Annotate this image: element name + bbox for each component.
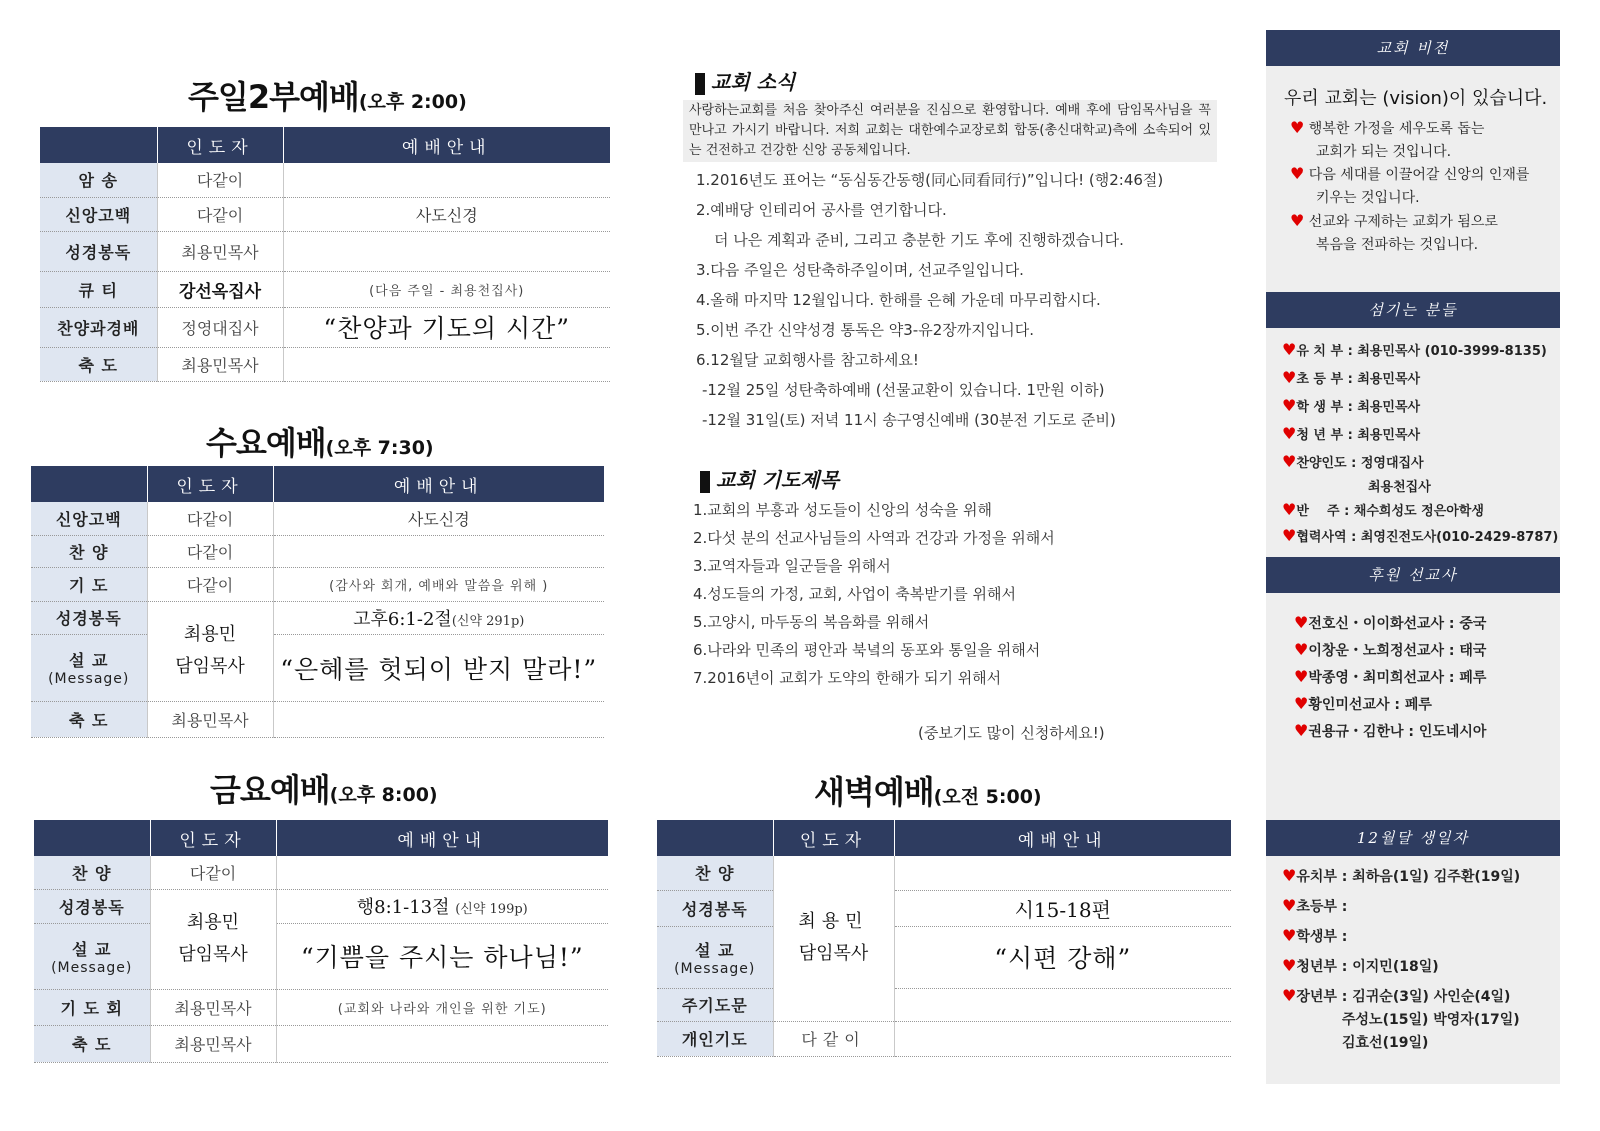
sunday-title	[188, 72, 467, 118]
table-row	[34, 923, 608, 989]
list-item	[1282, 896, 1520, 926]
table-row	[40, 163, 610, 197]
row-leader: 강선옥집사	[157, 271, 283, 307]
list-item	[1282, 500, 1558, 526]
scripture-page: (신약 199p)	[455, 902, 528, 917]
birthdays-list	[1282, 866, 1520, 1055]
dawn-title-text: 새벽예배	[814, 773, 934, 811]
list-item: 4.성도들의 가정, 교회, 사업이 축복받기를 위해서	[693, 585, 1016, 603]
list-item	[1294, 640, 1486, 667]
table-header-row	[657, 820, 1231, 856]
list-item: 2.다섯 분의 선교사님들의 사역과 건강과 가정을 위해서	[693, 529, 1055, 547]
pastor-cell	[150, 889, 276, 989]
heading-bar-icon	[695, 73, 705, 95]
row-label	[31, 634, 147, 701]
header-blank	[657, 820, 773, 856]
table-row	[31, 634, 604, 701]
wednesday-service-table	[31, 466, 604, 738]
servants-header: 섬기는 분들	[1266, 292, 1560, 328]
pastor-name: 최용민	[798, 911, 869, 933]
row-leader: 최용민목사	[150, 989, 276, 1025]
label-text: 설 교	[72, 939, 112, 959]
missionary-text: 이창운・노희정선교사 : 태국	[1308, 643, 1487, 659]
pastor-title: 담임목사	[175, 656, 245, 677]
header-blank	[31, 466, 147, 502]
list-item	[1282, 956, 1520, 986]
heart-icon: ♥	[1294, 721, 1309, 740]
prayer-closing: (중보기도 많이 신청하세요!)	[918, 724, 1105, 742]
heart-icon: ♥	[1294, 694, 1309, 713]
heart-icon: ♥	[1294, 640, 1309, 659]
pastor-title: 담임목사	[178, 944, 248, 965]
vision-item	[1290, 116, 1484, 164]
wednesday-time: (오후 7:30)	[325, 437, 434, 459]
scripture-ref: 시15-18편	[894, 890, 1231, 926]
wednesday-title-text: 수요예배	[206, 424, 326, 462]
header-leader: 인도자	[150, 820, 276, 856]
birthday-text: 초등부 :	[1296, 899, 1348, 915]
table-row	[40, 307, 610, 347]
table-row	[31, 502, 604, 535]
row-leader: 다같이	[150, 856, 276, 889]
sermon-title: “시편 강해”	[894, 926, 1231, 988]
row-label: 성경봉독	[31, 601, 147, 634]
row-leader: 최용민목사	[157, 231, 283, 271]
list-item	[1294, 613, 1486, 640]
row-guide	[276, 856, 608, 889]
list-item	[1294, 667, 1486, 694]
pastor-name: 최용민	[186, 912, 240, 933]
heart-icon: ♥	[1282, 926, 1297, 945]
row-label: 기 도 회	[34, 989, 150, 1025]
header-guide: 예배안내	[276, 820, 608, 856]
row-leader: 최용민목사	[150, 1025, 276, 1062]
header-blank	[34, 820, 150, 856]
row-label: 신앙고백	[40, 197, 157, 231]
heart-icon: ♥	[1282, 396, 1297, 415]
list-item: 5.고양시, 마두동의 복음화를 위해서	[693, 613, 930, 631]
friday-service-table	[34, 820, 608, 1063]
row-label: 찬양과경배	[40, 307, 157, 347]
heart-icon: ♥	[1294, 667, 1309, 686]
table-row	[34, 889, 608, 923]
table-row	[657, 890, 1231, 926]
table-row	[657, 988, 1231, 1021]
birthday-text: 학생부 :	[1296, 929, 1348, 945]
row-label: 성경봉독	[34, 889, 150, 923]
row-label: 찬 양	[657, 856, 773, 890]
dawn-time: (오전 5:00)	[933, 786, 1042, 808]
missionary-text: 권용규・김한나 : 인도네시아	[1308, 724, 1487, 740]
list-item: 6.12월달 교회행사를 참고하세요!	[696, 351, 919, 369]
news-list	[696, 165, 1163, 435]
row-leader: 다같이	[157, 197, 283, 231]
label-sub: (Message)	[51, 959, 133, 976]
row-guide: 사도신경	[273, 502, 604, 535]
label-text: 설 교	[69, 651, 109, 670]
table-row	[31, 601, 604, 634]
vision-line: 선교와 구제하는 교회가 됨으로	[1308, 214, 1498, 230]
row-guide: 사도신경	[283, 197, 610, 231]
table-row	[31, 701, 604, 737]
list-item: 더 나은 계획과 준비, 그리고 충분한 기도 후에 진행하겠습니다.	[714, 231, 1124, 249]
list-item: -12월 25일 성탄축하예배 (선물교환이 있습니다. 1만원 이하)	[702, 381, 1105, 399]
row-guide	[283, 231, 610, 271]
heart-icon: ♥	[1282, 956, 1297, 975]
row-guide	[894, 856, 1231, 890]
sermon-title: “기쁨을 주시는 하나님!”	[276, 923, 608, 989]
heart-icon: ♥	[1290, 164, 1305, 183]
row-label: 축 도	[40, 347, 157, 381]
birthdays-header: 12월달 생일자	[1266, 820, 1560, 856]
row-guide	[283, 163, 610, 197]
vision-line: 교회가 되는 것입니다.	[1316, 144, 1452, 160]
row-label: 신앙고백	[31, 502, 147, 535]
row-guide	[894, 988, 1231, 1021]
sermon-title: “은혜를 헛되이 받지 말라!”	[273, 634, 604, 701]
list-item: 7.2016년이 교회가 도약의 한해가 되기 위해서	[693, 669, 1002, 687]
row-label	[34, 923, 150, 989]
list-item: 최용천집사	[1368, 480, 1431, 495]
table-row	[34, 989, 608, 1025]
list-item	[1282, 424, 1558, 452]
vision-item	[1290, 209, 1498, 257]
table-row	[657, 856, 1231, 890]
list-item	[1282, 452, 1558, 476]
scripture-page: (신약 291p)	[451, 613, 525, 629]
list-item	[1282, 926, 1520, 956]
servant-text: 반 주 : 채수희성도 정은아학생	[1296, 504, 1484, 519]
row-guide	[273, 701, 604, 737]
missionary-text: 전호신・이이화선교사 : 중국	[1308, 616, 1487, 632]
sunday-title-text: 주일2부예배	[188, 78, 359, 116]
row-leader: 최용민목사	[147, 701, 273, 737]
news-heading-text: 교회 소식	[711, 70, 796, 94]
row-label: 암 송	[40, 163, 157, 197]
row-label: 찬 양	[31, 535, 147, 567]
list-item	[1282, 340, 1558, 368]
birthday-text: 청년부 : 이지민(18일)	[1296, 959, 1439, 975]
row-guide: (교회와 나라와 개인을 위한 기도)	[276, 989, 608, 1025]
row-label: 큐 티	[40, 271, 157, 307]
row-leader: 다같이	[147, 502, 273, 535]
heart-icon: ♥	[1282, 500, 1297, 519]
row-label	[657, 926, 773, 988]
row-guide	[283, 347, 610, 381]
label-sub: (Message)	[48, 671, 130, 687]
missionary-text: 황인미선교사 : 페루	[1308, 697, 1432, 713]
pastor-cell	[773, 856, 894, 1021]
table-header-row	[34, 820, 608, 856]
list-item	[1282, 526, 1558, 552]
row-guide	[276, 889, 608, 923]
servant-text: 협력사역 : 최영진전도사(010-2429-8787)	[1296, 530, 1559, 545]
vision-headline: 우리 교회는 (vision)이 있습니다.	[1284, 88, 1548, 109]
vision-line: 복음을 전파하는 것입니다.	[1316, 237, 1479, 253]
sunday-time: (오후 2:00)	[358, 91, 467, 113]
header-guide: 예배안내	[283, 127, 610, 163]
list-item: 3.다음 주일은 성탄축하주일이며, 선교주일입니다.	[696, 261, 1024, 279]
row-guide	[273, 601, 604, 634]
row-leader: 다같이	[157, 163, 283, 197]
heart-icon: ♥	[1282, 986, 1297, 1005]
row-label: 성경봉독	[40, 231, 157, 271]
vision-item	[1290, 162, 1529, 210]
wednesday-title	[206, 418, 434, 464]
birthday-text: 유치부 : 최하음(1일) 김주환(19일)	[1296, 869, 1521, 885]
row-label: 성경봉독	[657, 890, 773, 926]
vision-header: 교회 비전	[1266, 30, 1560, 66]
row-guide	[273, 535, 604, 567]
friday-title	[210, 765, 438, 811]
scripture-ref: 행8:1-13절	[356, 897, 450, 918]
heart-icon: ♥	[1282, 368, 1297, 387]
pastor-title: 담임목사	[798, 943, 869, 965]
list-item: 김효선(19일)	[1342, 1035, 1429, 1051]
row-label: 주기도문	[657, 988, 773, 1021]
heart-icon: ♥	[1290, 211, 1305, 230]
dawn-title	[814, 767, 1042, 813]
row-leader: 최용민목사	[157, 347, 283, 381]
list-item: 6.나라와 민족의 평안과 북녘의 동포와 통일을 위해서	[693, 641, 1041, 659]
pastor-cell	[147, 601, 273, 701]
dawn-service-table	[657, 820, 1231, 1057]
scripture-ref: 고후6:1-2절	[353, 608, 452, 630]
row-guide	[894, 1021, 1231, 1056]
missionaries-list	[1294, 613, 1486, 748]
table-row	[657, 1021, 1231, 1056]
missionary-text: 박종영・최미희선교사 : 페루	[1308, 670, 1487, 686]
news-heading	[695, 66, 795, 95]
row-guide	[276, 1025, 608, 1062]
row-leader: 다같이	[773, 1021, 894, 1056]
heart-icon: ♥	[1282, 866, 1297, 885]
header-guide: 예배안내	[273, 466, 604, 502]
table-header-row	[31, 466, 604, 502]
birthday-text: 장년부 : 김귀순(3일) 사인순(4일)	[1296, 989, 1511, 1005]
header-leader: 인도자	[147, 466, 273, 502]
list-item: 2.예배당 인테리어 공사를 연기합니다.	[696, 201, 947, 219]
row-label: 개인기도	[657, 1021, 773, 1056]
welcome-intro: 사랑하는교회를 처음 찾아주신 여러분을 진심으로 환영합니다. 예배 후에 담임목사님을 꼭 만나고 가시기 바랍니다. 저희 교회는 대한예수교장로회 합동(총신대학교)측에 소속되어 있는 건전하고 건강한 신앙 공동체입니다.	[683, 100, 1217, 162]
row-label: 축 도	[31, 701, 147, 737]
list-item	[1294, 721, 1486, 748]
header-leader: 인도자	[157, 127, 283, 163]
servants-list	[1282, 340, 1558, 552]
table-row	[40, 231, 610, 271]
list-item	[1282, 396, 1558, 424]
table-row	[31, 567, 604, 601]
row-leader: 정영대집사	[157, 307, 283, 347]
table-header-row	[40, 127, 610, 163]
row-guide: “찬양과 기도의 시간”	[283, 307, 610, 347]
vision-line: 키우는 것입니다.	[1316, 190, 1420, 206]
row-guide: (다음 주일 - 최용천집사)	[283, 271, 610, 307]
servant-text: 청 년 부 : 최용민목사	[1296, 428, 1421, 443]
list-item: 4.올해 마지막 12월입니다. 한해를 은혜 가운데 마무리합시다.	[696, 291, 1101, 309]
label-text: 설 교	[695, 940, 735, 960]
row-guide: (감사와 회개, 예배와 말씀을 위해 )	[273, 567, 604, 601]
vision-line: 행복한 가정을 세우도록 돕는	[1308, 121, 1485, 137]
heart-icon: ♥	[1282, 896, 1297, 915]
list-item	[1282, 986, 1520, 1009]
header-blank	[40, 127, 157, 163]
table-row	[34, 1025, 608, 1062]
heart-icon: ♥	[1282, 424, 1297, 443]
servant-text: 유 치 부 : 최용민목사 (010-3999-8135)	[1296, 344, 1547, 359]
pastor-name: 최용민	[183, 624, 237, 645]
heading-bar-icon	[700, 471, 710, 493]
heart-icon: ♥	[1282, 526, 1297, 545]
label-sub: (Message)	[674, 960, 756, 977]
heart-icon: ♥	[1294, 613, 1309, 632]
servant-text: 초 등 부 : 최용민목사	[1296, 372, 1421, 387]
servant-text: 찬양인도 : 정영대집사	[1296, 456, 1424, 471]
heart-icon: ♥	[1290, 118, 1305, 137]
table-row	[657, 926, 1231, 988]
row-leader: 다같이	[147, 567, 273, 601]
friday-time: (오후 8:00)	[329, 784, 438, 806]
list-item: 1.교회의 부흥과 성도들이 신앙의 성숙을 위해	[693, 501, 992, 519]
table-row	[40, 197, 610, 231]
sunday-service-table	[40, 127, 610, 382]
heart-icon: ♥	[1282, 452, 1297, 471]
vision-line: 다음 세대를 이끌어갈 신앙의 인재를	[1308, 167, 1530, 183]
servant-text: 학 생 부 : 최용민목사	[1296, 400, 1421, 415]
header-guide: 예배안내	[894, 820, 1231, 856]
prayer-heading-text: 교회 기도제목	[716, 468, 839, 492]
table-row	[40, 347, 610, 381]
row-label: 기 도	[31, 567, 147, 601]
list-item	[1294, 694, 1486, 721]
friday-title-text: 금요예배	[210, 771, 330, 809]
list-item: 3.교역자들과 일군들을 위해서	[693, 557, 891, 575]
prayer-heading	[700, 464, 839, 493]
list-item: 주성노(15일) 박영자(17일)	[1342, 1012, 1520, 1028]
heart-icon: ♥	[1282, 340, 1297, 359]
list-item	[1282, 368, 1558, 396]
table-row	[40, 271, 610, 307]
row-leader: 다같이	[147, 535, 273, 567]
header-leader: 인도자	[773, 820, 894, 856]
list-item: 1.2016년도 표어는 “동심동간동행(同心同看同行)”입니다! (행2:46절)	[696, 171, 1164, 189]
missionaries-header: 후원 선교사	[1266, 557, 1560, 593]
list-item	[1282, 866, 1520, 896]
table-row	[31, 535, 604, 567]
list-item: -12월 31일(토) 저녁 11시 송구영신예배 (30분전 기도로 준비)	[702, 411, 1116, 429]
list-item: 5.이번 주간 신약성경 통독은 약3-유2장까지입니다.	[696, 321, 1034, 339]
row-label: 축 도	[34, 1025, 150, 1062]
row-label: 찬 양	[34, 856, 150, 889]
prayer-list	[693, 496, 1055, 692]
table-row	[34, 856, 608, 889]
